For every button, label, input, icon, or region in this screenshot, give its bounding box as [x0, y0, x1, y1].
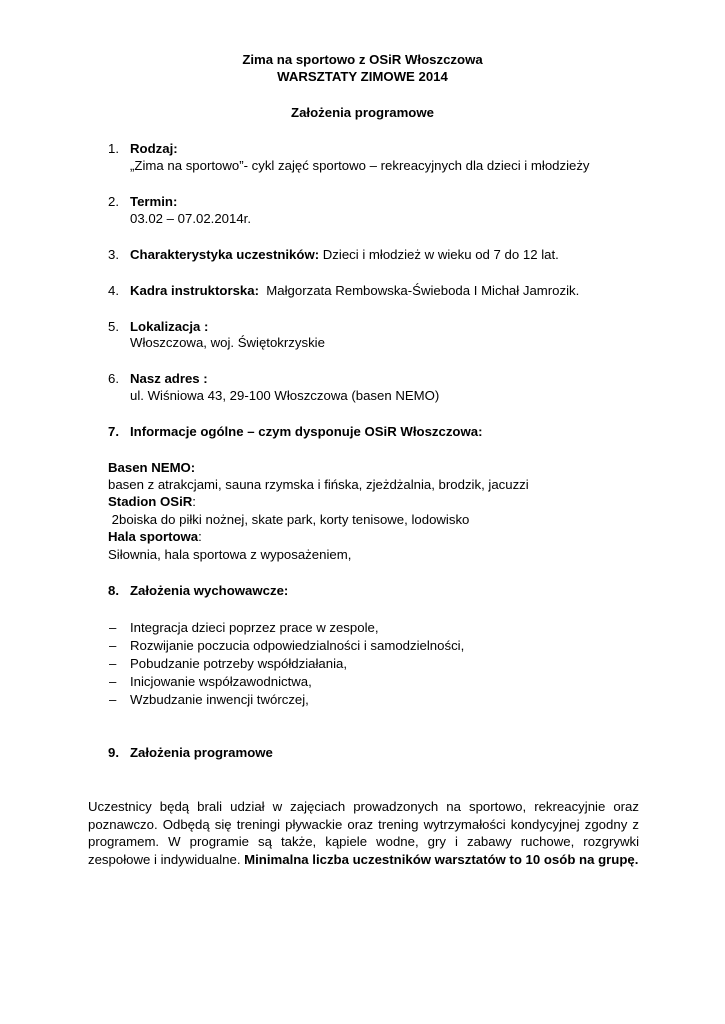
facility-stadion-name: Stadion OSiR — [108, 494, 193, 509]
item-4-text: Małgorzata Rembowska-Świeboda I Michał Jamrozik. — [258, 283, 580, 298]
closing-bold: Minimalna liczba uczestników warsztatów to 10 osób na grupę. — [244, 851, 639, 867]
header-line-1: Zima na sportowo z OSiR Włoszczowa — [242, 52, 483, 67]
bullet-dash: – — [109, 638, 117, 653]
closing-text: Uczestnicy będą brali udział w zajęciach prowadzonych na sportowo, rekreacyjnie oraz poznawczo. Odbędą się treningi pływackie oraz trening wytrzymałości kondycyjnej zgodny z programem. W programie są także, kąpiele wodne, gry i zabawy ruchowe, rozgrywki zespołowe i indywidualne. — [88, 799, 639, 867]
item-5-label: Lokalizacja : — [130, 319, 209, 334]
item-6-label: Nasz adres : — [130, 371, 208, 386]
bullet-item: Pobudzanie potrzeby współdziałania, — [130, 656, 348, 671]
item-3-number: 3. — [108, 247, 119, 262]
facility-hala-desc: Siłownia, hala sportowa z wyposażeniem, — [108, 547, 352, 562]
facility-basen-name: Basen NEMO: — [108, 460, 196, 475]
item-3-line — [130, 247, 559, 263]
facility-hala-suffix: : — [198, 529, 202, 544]
section-8-number: 8. — [108, 583, 119, 598]
item-6-number: 6. — [108, 371, 119, 386]
item-1-detail: „Zima na sportowo”- cykl zajęć sportowo – rekreacyjnych dla dzieci i młodzieży — [130, 158, 590, 173]
item-4-number: 4. — [108, 283, 119, 298]
bullet-item: Integracja dzieci poprzez prace w zespole, — [130, 620, 379, 635]
item-4-line — [130, 283, 579, 299]
bullet-dash: – — [109, 656, 117, 671]
item-5-detail: Włoszczowa, woj. Świętokrzyskie — [130, 335, 325, 350]
bullet-dash: – — [109, 620, 117, 635]
bullet-dash: – — [109, 692, 117, 707]
facility-basen-desc: basen z atrakcjami, sauna rzymska i fińska, zjeżdżalnia, brodzik, jacuzzi — [108, 477, 529, 492]
item-1-label: Rodzaj: — [130, 141, 178, 156]
header-subtitle: Założenia programowe — [291, 105, 434, 120]
header-line-2: WARSZTATY ZIMOWE 2014 — [277, 69, 448, 84]
bullet-item: Wzbudzanie inwencji twórczej, — [130, 692, 309, 707]
item-2-detail: 03.02 – 07.02.2014r. — [130, 211, 251, 226]
bullet-item: Rozwijanie poczucia odpowiedzialności i samodzielności, — [130, 638, 465, 653]
facility-stadion-suffix: : — [192, 494, 196, 509]
section-9-number: 9. — [108, 745, 119, 760]
item-7-number: 7. — [108, 424, 119, 439]
item-5-number: 5. — [108, 319, 119, 334]
item-3-text: Dzieci i młodzież w wieku od 7 do 12 lat. — [319, 247, 559, 262]
section-8-label: Założenia wychowawcze: — [130, 583, 289, 598]
facility-stadion-line — [108, 494, 196, 510]
item-6-detail: ul. Wiśniowa 43, 29-100 Włoszczowa (basen NEMO) — [130, 388, 440, 403]
bullet-item: Inicjowanie współzawodnictwa, — [130, 674, 312, 689]
item-1-number: 1. — [108, 141, 119, 156]
item-3-label: Charakterystyka uczestników: — [130, 247, 320, 262]
closing-paragraph — [88, 798, 639, 868]
facility-hala-line — [108, 529, 202, 545]
bullet-dash: – — [109, 674, 117, 689]
item-2-number: 2. — [108, 194, 119, 209]
item-7-label: Informacje ogólne – czym dysponuje OSiR Włoszczowa: — [130, 424, 483, 439]
item-4-label: Kadra instruktorska: — [130, 283, 259, 298]
facility-stadion-desc: 2boiska do piłki nożnej, skate park, korty tenisowe, lodowisko — [108, 512, 470, 527]
item-2-label: Termin: — [130, 194, 178, 209]
facility-hala-name: Hala sportowa — [108, 529, 199, 544]
section-9-label: Założenia programowe — [130, 745, 273, 760]
